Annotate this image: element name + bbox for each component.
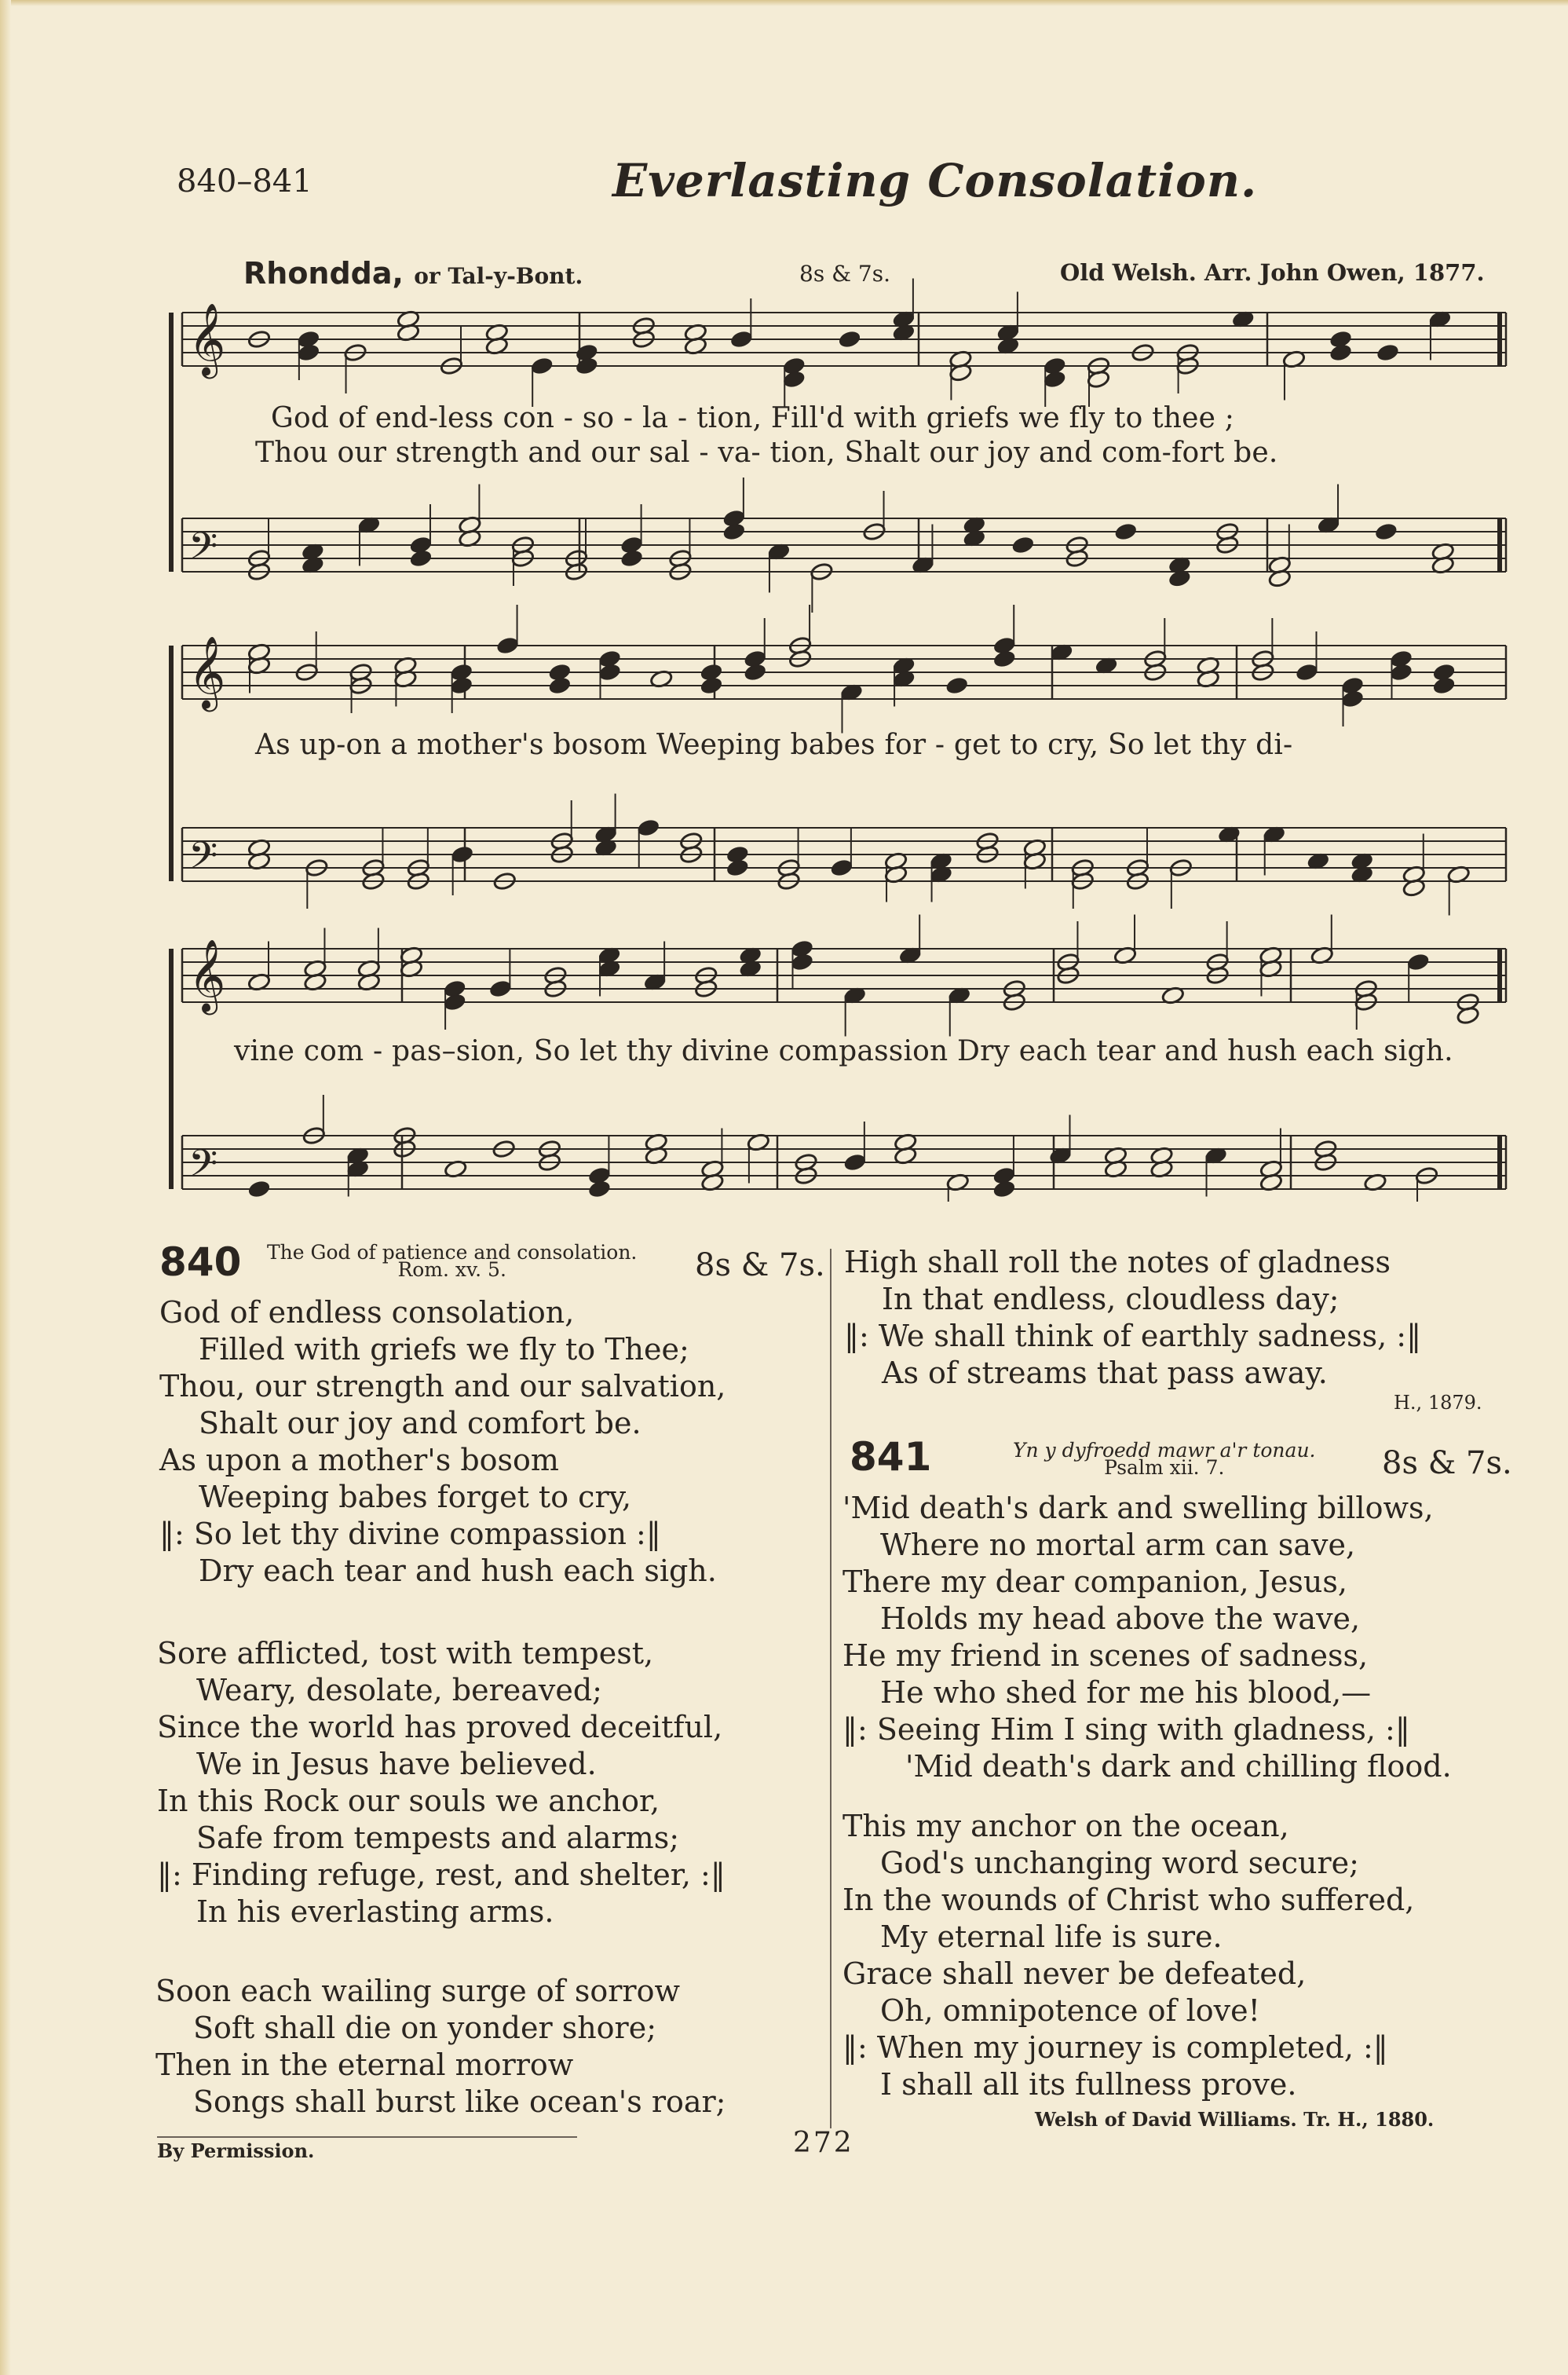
hymn-840-subject-text: The God of patience and consolation. xyxy=(267,1241,638,1264)
verse-line: This my anchor on the ocean, xyxy=(842,1809,1289,1843)
verse-line: High shall roll the notes of gladness xyxy=(844,1245,1391,1279)
lyric-line-4: vine com - pas–sion, So let thy divine compassion Dry each tear and hush each sigh. xyxy=(234,1035,1453,1067)
verse-line: As upon a mother's bosom xyxy=(159,1443,559,1477)
svg-text:𝄞: 𝄞 xyxy=(188,635,226,709)
verse-line: Weeping babes forget to cry, xyxy=(199,1480,632,1514)
hymn-841-verse-1 xyxy=(842,1490,1452,1785)
verse-line: In that endless, cloudless day; xyxy=(882,1282,1340,1316)
hymn-840-subject xyxy=(267,1241,638,1281)
hymn-841-verse-2 xyxy=(842,1808,1414,2103)
svg-text:𝄢: 𝄢 xyxy=(188,833,218,887)
verse-line: 'Mid death's dark and swelling billows, xyxy=(842,1491,1434,1525)
verse-line: Sore afflicted, tost with tempest, xyxy=(157,1636,654,1671)
verse-line: I shall all its fullness prove. xyxy=(880,2067,1297,2102)
svg-text:𝄞: 𝄞 xyxy=(188,939,226,1012)
hymn-840-meter: 8s & 7s. xyxy=(695,1247,825,1283)
verse-line: As of streams that pass away. xyxy=(882,1356,1328,1390)
verse-line: Safe from tempests and alarms; xyxy=(196,1821,679,1855)
verse-line: Shalt our joy and comfort be. xyxy=(199,1406,641,1440)
verse-line: In his everlasting arms. xyxy=(196,1894,554,1929)
hymn-840-scripture: Rom. xv. 5. xyxy=(397,1258,506,1281)
clefs xyxy=(188,302,225,1195)
hymn-840-verse-3-continued xyxy=(844,1244,1421,1392)
verse-line: ‖: Seeing Him I sing with gladness, :‖ xyxy=(842,1712,1410,1747)
verse-line: Thou, our strength and our salvation, xyxy=(159,1369,726,1403)
hymn-range: 840–841 xyxy=(177,163,313,199)
verse-line: In the wounds of Christ who suffered, xyxy=(842,1883,1415,1917)
hymn-841-subject-text: Yn y dyfroedd mawr a'r tonau. xyxy=(1013,1439,1316,1462)
verse-line: Dry each tear and hush each sigh. xyxy=(199,1553,717,1588)
hymn-840-verse-2 xyxy=(157,1635,726,1930)
hymn-840-verse-1 xyxy=(159,1294,726,1590)
verse-line: My eternal life is sure. xyxy=(880,1919,1223,1954)
footer-rule xyxy=(157,2136,577,2138)
verse-line: Soft shall die on yonder shore; xyxy=(193,2011,657,2045)
verse-line: 'Mid death's dark and chilling flood. xyxy=(905,1749,1452,1784)
verse-line: Oh, omnipotence of love! xyxy=(880,1993,1260,2028)
verse-line: God's unchanging word secure; xyxy=(880,1846,1359,1880)
tune-meter: 8s & 7s. xyxy=(799,261,890,287)
verse-line: Filled with griefs we fly to Thee; xyxy=(199,1332,689,1367)
verse-line: He who shed for me his blood,— xyxy=(880,1675,1372,1710)
page-title: Everlasting Consolation. xyxy=(612,154,1258,207)
verse-line: Since the world has proved deceitful, xyxy=(157,1710,723,1744)
svg-text:𝄢: 𝄢 xyxy=(188,1141,218,1195)
lyric-line-1: God of end-less con - so - la - tion, Fill'd with griefs we fly to thee ; xyxy=(271,402,1235,434)
verse-line: Where no mortal arm can save, xyxy=(880,1528,1356,1562)
verse-line: ‖: So let thy divine compassion :‖ xyxy=(159,1517,661,1551)
hymn-841-number: 841 xyxy=(850,1434,932,1480)
hymn-840-number: 840 xyxy=(159,1239,242,1285)
column-divider xyxy=(830,1249,832,2128)
verse-line: In this Rock our souls we anchor, xyxy=(157,1784,660,1818)
verse-line: Songs shall burst like ocean's roar; xyxy=(193,2084,726,2119)
lyric-line-3: As up-on a mother's bosom Weeping babes for - get to cry, So let thy di- xyxy=(255,729,1293,761)
hymn-841-credit: Welsh of David Williams. Tr. H., 1880. xyxy=(1035,2108,1435,2131)
svg-text:𝄢: 𝄢 xyxy=(188,524,218,578)
verse-line: God of endless consolation, xyxy=(159,1295,575,1330)
tune-composer: Old Welsh. Arr. John Owen, 1877. xyxy=(1060,259,1485,286)
hymn-841-scripture: Psalm xii. 7. xyxy=(1104,1456,1225,1479)
verse-line: Grace shall never be defeated, xyxy=(842,1956,1307,1991)
verse-line: Then in the eternal morrow xyxy=(155,2047,574,2082)
hymn-841-subject xyxy=(1013,1439,1316,1479)
verse-line: Holds my head above the wave, xyxy=(880,1601,1361,1636)
svg-text:𝄞: 𝄞 xyxy=(188,302,226,376)
verse-line: He my friend in scenes of sadness, xyxy=(842,1638,1369,1673)
verse-line: Soon each wailing surge of sorrow xyxy=(155,1974,681,2008)
verse-line: Weary, desolate, bereaved; xyxy=(196,1673,602,1707)
tune-alt-name: or Tal-y-Bont. xyxy=(414,263,583,289)
tune-name-main: Rhondda, xyxy=(243,256,404,291)
verse-line: There my dear companion, Jesus, xyxy=(842,1564,1347,1599)
verse-line: ‖: We shall think of earthly sadness, :‖ xyxy=(844,1319,1422,1353)
lyric-line-2: Thou our strength and our sal - va- tion, Shalt our joy and com-fort be. xyxy=(255,437,1278,469)
hymn-840-verse-3 xyxy=(155,1973,726,2121)
footer-permission: By Permission. xyxy=(157,2139,315,2162)
page-number: 272 xyxy=(793,2127,854,2159)
verse-line: ‖: When my journey is completed, :‖ xyxy=(842,2030,1388,2065)
verse-line: ‖: Finding refuge, rest, and shelter, :‖ xyxy=(157,1857,726,1892)
verse-line: We in Jesus have believed. xyxy=(196,1747,597,1781)
hymn-840-credit: H., 1879. xyxy=(1394,1392,1482,1414)
hymn-841-meter: 8s & 7s. xyxy=(1382,1445,1512,1481)
